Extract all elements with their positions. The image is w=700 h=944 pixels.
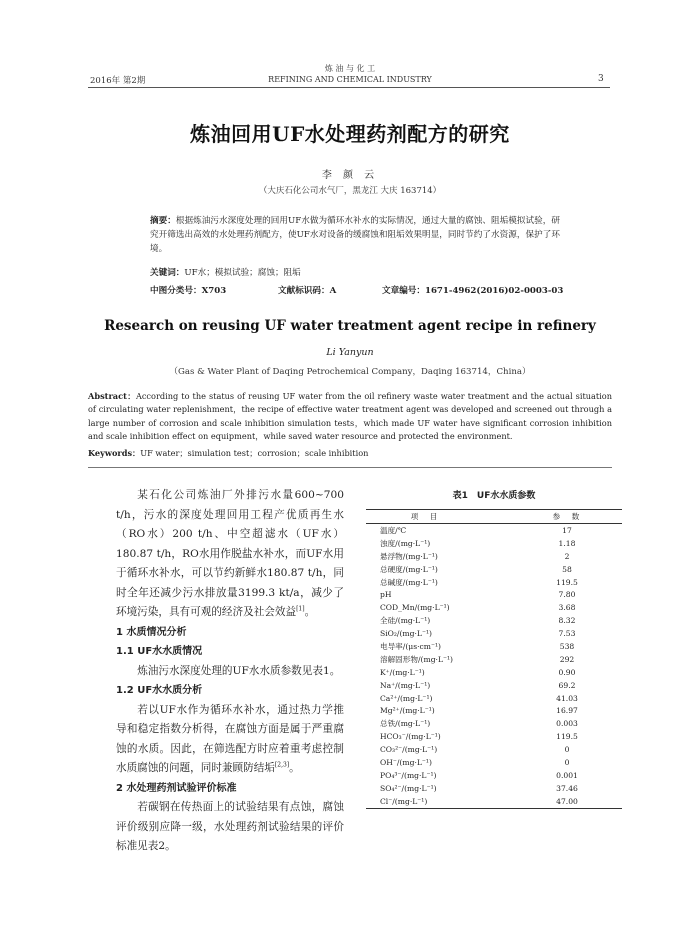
table-cell-item: 全硅/(mg·L⁻¹) — [380, 616, 431, 626]
heading-1: 1 水质情况分析 — [116, 626, 187, 638]
table-cell-value: 1.18 — [558, 538, 576, 548]
table-row — [366, 537, 622, 550]
table-cell-value: 0.90 — [558, 667, 576, 677]
table-cell-item: Na⁺/(mg·L⁻¹) — [380, 680, 431, 690]
table-cell-value: 3.68 — [558, 603, 576, 613]
table-row — [366, 614, 622, 627]
citation-2: [2,3] — [274, 761, 290, 769]
table-header-row — [366, 510, 622, 524]
table-cell-item: OH⁻/(mg·L⁻¹) — [380, 757, 432, 767]
keywords-cn-text: UF水；模拟试验；腐蚀；阻垢 — [184, 268, 301, 278]
table-cell-item: CO₃²⁻/(mg·L⁻¹) — [380, 745, 438, 755]
table-cell-item: K⁺/(mg·L⁻¹) — [380, 667, 425, 677]
table-cell-value: 538 — [559, 641, 575, 651]
table-cell-item: SiO₂/(mg·L⁻¹) — [380, 629, 432, 639]
table-cell-item: pH — [380, 590, 392, 600]
table-row — [366, 524, 622, 537]
table-cell-item: 温度/℃ — [380, 525, 407, 535]
table-cell-value: 0 — [564, 745, 570, 755]
table-cell-value: 292 — [559, 654, 575, 664]
header-journal — [0, 63, 700, 85]
table-row — [366, 640, 622, 653]
table-cell-item: 总硬度/(mg·L⁻¹) — [380, 564, 438, 574]
table-row — [366, 666, 622, 679]
heading-1-1: 1.1 UF水水质情况 — [116, 646, 203, 657]
table-cell-value: 58 — [562, 564, 572, 574]
clc-number: 中图分类号：X703 — [150, 286, 227, 296]
abstract-cn-text: 根据炼油污水深度处理的回用UF水做为循环水补水的实际情况，通过大量的腐蚀、阻垢模拟试验，研究开筛选出高效的水处理药剂配方，使UF水对设备的缓腐蚀和阻垢效果明显，同时节约了水资源，保护了环境。 — [150, 216, 560, 254]
body-p1-end: 。 — [304, 606, 316, 618]
citation-1: [1] — [296, 605, 305, 613]
table-row — [366, 717, 622, 730]
header-divider — [88, 87, 610, 88]
table-row — [366, 692, 622, 705]
table-cell-item: HCO₃⁻/(mg·L⁻¹) — [380, 732, 441, 742]
header-journal-cn: 炼 油 与 化 工 — [324, 64, 376, 73]
author-en: Li Yanyun — [326, 347, 374, 358]
keywords-en — [88, 448, 368, 459]
table-row — [366, 588, 622, 601]
body-p3-text: 若以UF水作为循环水补水，通过热力学推导和稳定指数分析得，在腐蚀方面是属于严重腐蚀的水质。因此，在筛选配方时应着重考虑控制水质腐蚀的问题，同时兼顾防结垢 — [116, 703, 344, 774]
heading-2: 2 水处理药剂试验评价标准 — [116, 782, 237, 794]
table-cell-value: 47.00 — [484, 795, 622, 808]
table-cell-item: 浊度/(mg·L⁻¹) — [380, 538, 431, 548]
table-cell-item: 电导率/(μs·cm⁻¹) — [380, 641, 442, 651]
abstract-en-text: According to the status of reusing UF water from the oil refinery waste water treatment and the actual situation of circulating water replenishment，the recipe of effective water treatment agent was developed and screened out through a large number of corrosion and scale inhibition simulation tests，which made UF water have significant corrosion inhibition and scale inhibition effect on equipment，while saved water resource and protected the environment. — [88, 391, 613, 441]
table-cell-value: 17 — [562, 525, 572, 535]
table-row — [366, 563, 622, 576]
table-cell-item: SO₄²⁻/(mg·L⁻¹) — [380, 783, 437, 793]
keywords-cn — [150, 266, 301, 278]
table-cell-value: 0.003 — [556, 719, 578, 729]
body-paragraph-4: 若碳钢在传热面上的试验结果有点蚀，腐蚀评价级别应降一级，水处理药剂试验结果的评价标准见表2。 — [116, 801, 344, 852]
section-divider — [88, 467, 612, 468]
body-p1-text: 某石化公司炼油厂外排污水量600~700 t/h，污水的深度处理回用工程产优质再生水（RO水）200 t/h、中空超滤水（UF水）180.87 t/h，RO水用作脱盐水补水，而UF水用于循环水补水，可以节约新鲜水180.87 t/h，同时全年还减少污水排放量3199.3 kt/a，减少了环境污染，具有可观的经济及社会效益 — [116, 489, 344, 618]
keywords-cn-label: 关键词： — [150, 268, 185, 278]
table-cell-value: 0 — [564, 757, 570, 767]
keywords-en-text: UF water；simulation test；corrosion；scale inhibition — [140, 448, 369, 458]
table-header-value: 参 数 — [484, 510, 622, 524]
body-left-column — [116, 486, 344, 857]
table-cell-value: 2 — [564, 551, 570, 561]
header-page-number: 3 — [598, 74, 604, 84]
table-cell-value: 69.2 — [558, 680, 576, 690]
abstract-en-label: Abstract： — [88, 391, 136, 401]
author-cn: 李 颜 云 — [321, 170, 379, 181]
abstract-cn-label: 摘要： — [150, 216, 176, 226]
table-row — [366, 769, 622, 782]
table-cell-item: Ca²⁺/(mg·L⁻¹) — [380, 693, 433, 703]
table-cell-value: 41.03 — [556, 693, 578, 703]
table-row — [366, 730, 622, 743]
table-row — [366, 601, 622, 614]
abstract-cn — [150, 214, 560, 256]
table-row — [366, 627, 622, 640]
water-quality-table — [366, 509, 622, 809]
table-row — [366, 550, 622, 563]
abstract-en — [88, 390, 612, 443]
table-cell-item: Mg²⁺/(mg·L⁻¹) — [380, 706, 435, 716]
table-row — [366, 756, 622, 769]
header-issue: 2016年 第2期 — [90, 76, 146, 86]
affiliation-cn: （大庆石化公司水气厂，黑龙江 大庆 163714） — [258, 186, 442, 196]
table-cell-item: COD_Mn/(mg·L⁻¹) — [380, 603, 450, 613]
table-cell-value: 8.32 — [558, 616, 576, 626]
keywords-en-label: Keywords： — [88, 448, 141, 458]
affiliation-en: （Gas & Water Plant of Daqing Petrochemical Company，Daqing 163714，China） — [169, 367, 531, 377]
body-paragraph-1 — [116, 486, 344, 623]
table-title: 表1 UF水水质参数 — [452, 491, 536, 501]
title-en: Research on reusing UF water treatment agent recipe in refinery — [104, 318, 596, 334]
table-row — [366, 704, 622, 717]
table-cell-item: 总铁/(mg·L⁻¹) — [380, 719, 431, 729]
table-row — [366, 653, 622, 666]
body-paragraph-2: 炼油污水深度处理的UF水水质参数见表1。 — [137, 664, 341, 677]
table-cell-item: PO₄³⁻/(mg·L⁻¹) — [380, 770, 437, 780]
article-number: 文章编号：1671-4962(2016)02-0003-03 — [382, 286, 564, 296]
header-journal-en: REFINING AND CHEMICAL INDUSTRY — [268, 75, 432, 84]
table-cell-item: 悬浮物/(mg·L⁻¹) — [380, 551, 438, 561]
table-cell-item: 溶解固形物/(mg·L⁻¹) — [380, 654, 454, 664]
table-row — [366, 782, 622, 795]
table-cell-item: Cl⁻/(mg·L⁻¹) — [366, 795, 484, 808]
heading-1-2: 1.2 UF水水质分析 — [116, 685, 203, 696]
title-cn: 炼油回用UF水处理药剂配方的研究 — [190, 122, 510, 146]
table-cell-value: 37.46 — [556, 783, 578, 793]
table-cell-value: 7.80 — [558, 590, 576, 600]
table-header-item: 项 目 — [366, 510, 484, 524]
table-cell-value: 16.97 — [556, 706, 578, 716]
table-cell-item: 总碱度/(mg·L⁻¹) — [380, 577, 438, 587]
body-p3-end: 。 — [289, 762, 300, 774]
table-cell-value: 7.53 — [558, 629, 576, 639]
body-paragraph-3 — [116, 701, 344, 779]
table-row — [366, 743, 622, 756]
table-cell-value: 119.5 — [556, 577, 578, 587]
table-row — [366, 576, 622, 589]
table-cell-value: 119.5 — [556, 732, 578, 742]
table-row — [366, 795, 622, 808]
table-cell-value: 0.001 — [556, 770, 578, 780]
table-row — [366, 679, 622, 692]
document-code: 文献标识码：A — [278, 286, 337, 296]
